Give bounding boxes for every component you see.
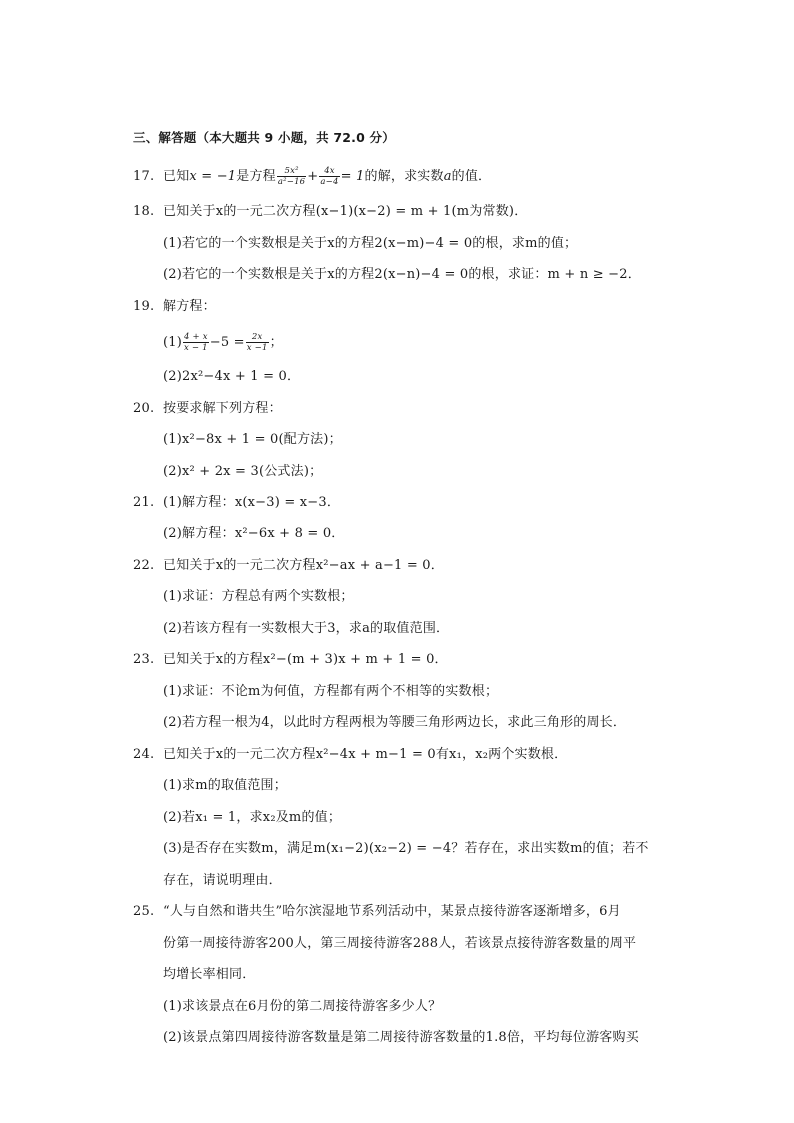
question-19 — [133, 298, 216, 316]
question-17 — [133, 166, 491, 187]
question-stem: 按要求解下列方程： — [163, 401, 282, 416]
q25-part-1: (1)求该景点在6月份的第二周接待游客多少人？ — [163, 999, 442, 1014]
q24-part-1: (1)求m的取值范围； — [163, 778, 287, 793]
part-label: (1) — [163, 335, 183, 350]
question-stem: 已知关于x的一元二次方程x²−ax + a−1 = 0． — [163, 558, 444, 573]
q19-fraction-1: $\frac{4 + x}{x - 1}$ — [184, 332, 208, 353]
question-number: 25. — [133, 904, 155, 919]
question-number: 19. — [133, 299, 155, 314]
q17-var: a — [443, 169, 452, 184]
q17-text-3: 的解，求实数 — [364, 169, 444, 184]
q17-fraction-1: $\frac{\text{5x²}}{\text{a²−16}}$ — [277, 166, 306, 187]
q19-part-1 — [163, 332, 283, 353]
q17-text-4: 的值． — [451, 169, 492, 184]
q17-rhs: = 1 — [340, 169, 365, 184]
q17-eq: x = −1 — [189, 169, 237, 184]
question-stem: 解方程： — [163, 299, 216, 314]
question-number: 20. — [133, 401, 155, 416]
q23-part-1: (1)求证：不论m为何值，方程都有两个不相等的实数根； — [163, 684, 499, 699]
question-18 — [133, 203, 527, 221]
question-number: 21. — [133, 495, 155, 510]
question-21 — [133, 494, 340, 512]
question-number: 18. — [133, 204, 155, 219]
question-stem: “人与自然和谐共生”哈尔滨湿地节系列活动中，某景点接待游客逐渐增多，6月 — [163, 904, 621, 919]
question-23 — [133, 651, 448, 669]
q19-mid: −5 = — [209, 335, 245, 350]
q17-text: 已知 — [163, 169, 190, 184]
q24-part-2: (2)若x₁ = 1，求x₂及m的值； — [163, 810, 342, 825]
q19-fraction-2: $\frac{2x}{x -1}$ — [246, 332, 268, 353]
q18-part-1: (1)若它的一个实数根是关于x的方程2(x−m)−4 = 0的根，求m的值； — [163, 236, 578, 251]
q25-stem-line-2: 份第一周接待游客200人，第三周接待游客288人，若该景点接待游客数量的周平 — [163, 936, 637, 951]
q24-part-3-cont: 存在，请说明理由． — [163, 873, 282, 888]
q18-part-2: (2)若它的一个实数根是关于x的方程2(x−n)−4 = 0的根，求证：m + n ≥ −2． — [163, 267, 641, 282]
q24-part-3: (3)是否存在实数m，满足m(x₁−2)(x₂−2) = −4？若存在，求出实数m的值；若不 — [163, 841, 649, 856]
question-number: 22. — [133, 558, 155, 573]
q22-part-2: (2)若该方程有一实数根大于3，求a的取值范围． — [163, 621, 450, 636]
q17-fraction-2: $\frac{4x}{a-4}$ — [320, 166, 339, 187]
question-number: 24. — [133, 747, 155, 762]
question-22 — [133, 557, 444, 575]
q21-part-1: (1)解方程：x(x−3) = x−3． — [163, 495, 341, 510]
q25-part-2: (2)该景点第四周接待游客数量是第二周接待游客数量的1.8倍，平均每位游客购买 — [163, 1030, 639, 1045]
q19-end: ； — [269, 335, 283, 350]
question-stem: 已知关于x的一元二次方程(x−1)(x−2) = m + 1(m为常数)． — [163, 204, 528, 219]
q17-text-2: 是方程 — [236, 169, 276, 184]
q19-part-2: (2)2x²−4x + 1 = 0． — [163, 369, 301, 384]
question-number: 17. — [133, 169, 155, 184]
question-24 — [133, 746, 567, 764]
q20-part-1: (1)x²−8x + 1 = 0(配方法)； — [163, 432, 342, 447]
question-stem: 已知关于x的一元二次方程x²−4x + m−1 = 0有x₁，x₂两个实数根． — [163, 747, 568, 762]
q17-plus: + — [307, 169, 319, 184]
q25-stem-line-3: 均增长率相同． — [163, 967, 256, 982]
q22-part-1: (1)求证：方程总有两个实数根； — [163, 589, 354, 604]
q21-part-2: (2)解方程：x²−6x + 8 = 0． — [163, 526, 345, 541]
q20-part-2: (2)x² + 2x = 3(公式法)； — [163, 464, 323, 479]
section-header: 三、解答题（本大题共 9 小题，共 72.0 分） — [133, 130, 395, 145]
question-20 — [133, 400, 282, 418]
question-stem: 已知关于x的方程x²−(m + 3)x + m + 1 = 0． — [163, 652, 448, 667]
q23-part-2: (2)若方程一根为4，以此时方程两根为等腰三角形两边长，求此三角形的周长． — [163, 715, 627, 730]
question-number: 23. — [133, 652, 155, 667]
question-25 — [133, 903, 621, 921]
